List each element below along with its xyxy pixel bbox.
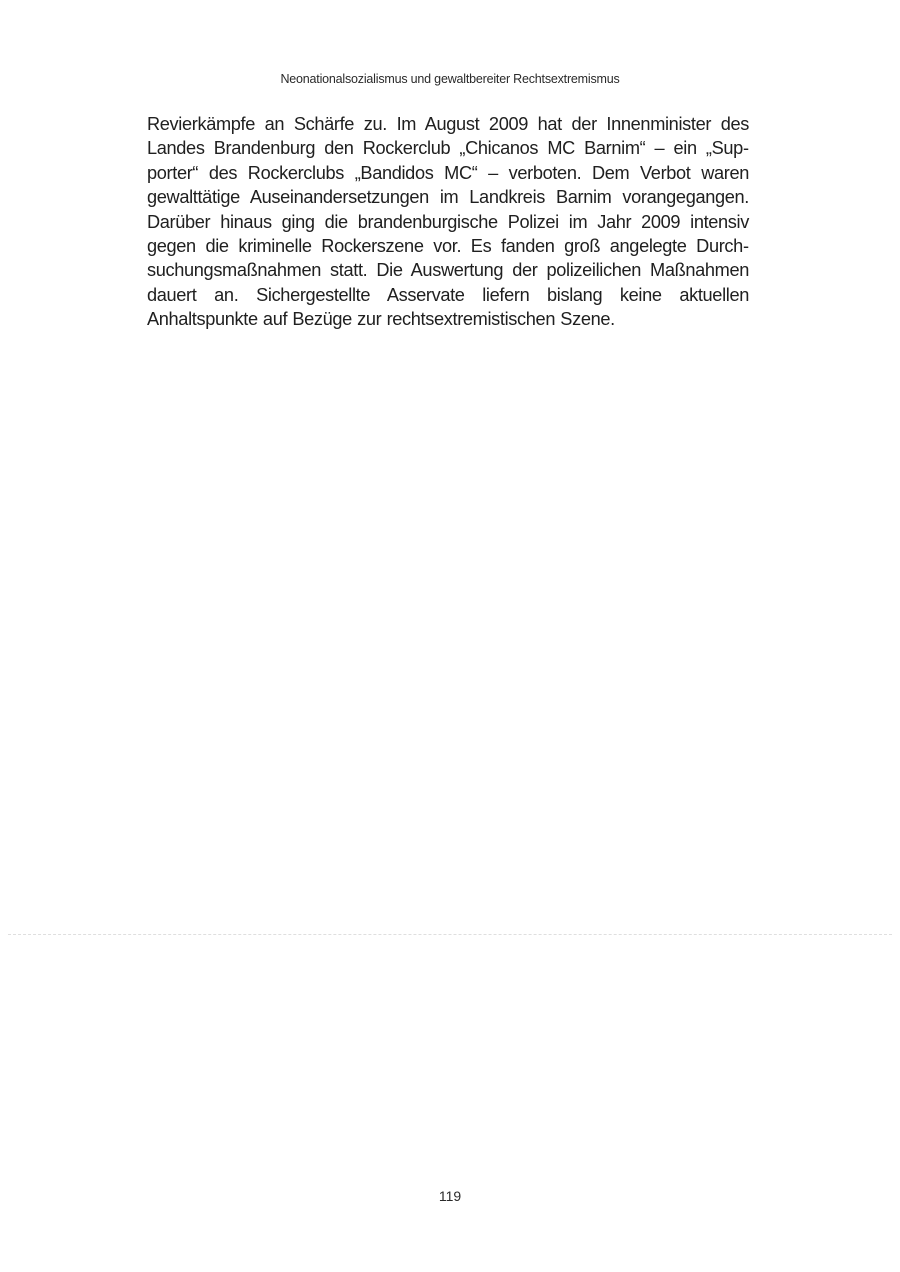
running-header: Neonationalsozialismus und gewaltbereiter Rechtsextremismus [280,72,620,86]
scan-artifact-line [8,934,892,935]
body-paragraph: Revierkämpfe an Schärfe zu. Im August 2009 hat der Innenminister des Landes Brandenburg den Rockerclub „Chicanos MC Barnim“ – ein „Supporter“ des Rockerclubs „Bandidos MC“ – verboten. Dem Verbot waren gewalttätige Auseinandersetzungen im Landkreis Barnim vorangegangen. Darüber hinaus ging die brandenburgische Polizei im Jahr 2009 intensiv gegen die kriminelle Rockerszene vor. Es fanden groß angelegte Durchsuchungsmaßnahmen statt. Die Auswertung der polizeilichen Maßnahmen dauert an. Sichergestellte Asservate liefern bislang keine aktuellen Anhaltspunkte auf Bezüge zur rechtsextremistischen Szene. [147,114,749,330]
page-number: 119 [438,1188,462,1204]
